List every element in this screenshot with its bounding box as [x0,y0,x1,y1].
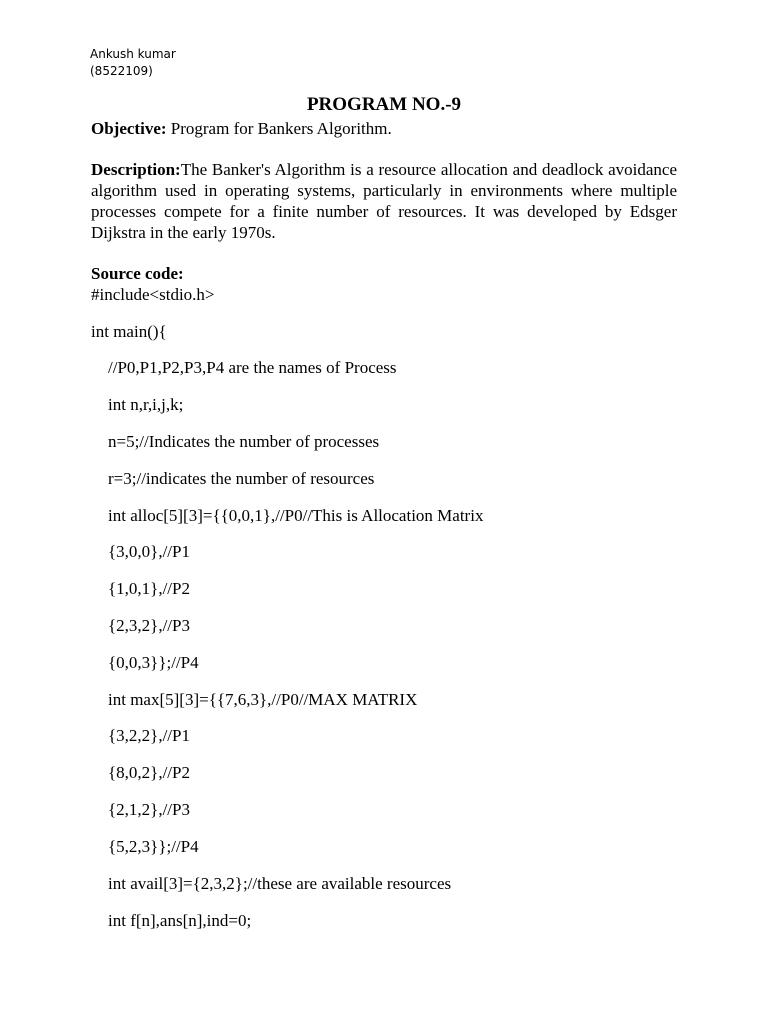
code-line: int alloc[5][3]={{0,0,1},//P0//This is Allocation Matrix [108,506,484,525]
code-line: {3,0,0},//P1 [108,542,190,561]
code-line: {3,2,2},//P1 [108,726,190,745]
code-line: {2,3,2},//P3 [108,616,190,635]
code-line: {2,1,2},//P3 [108,800,190,819]
code-line: //P0,P1,P2,P3,P4 are the names of Process [108,358,397,377]
code-line: int main(){ [91,322,167,341]
description-label: Description: [91,160,181,179]
code-line: int n,r,i,j,k; [108,395,184,414]
code-line: {1,0,1},//P2 [108,579,190,598]
code-line: {5,2,3}};//P4 [108,837,199,856]
code-line: int max[5][3]={{7,6,3},//P0//MAX MATRIX [108,690,418,709]
description-text: The Banker's Algorithm is a resource allocation and deadlock avoidance algorithm used in operating systems, particularly in environments where multiple processes compete for a finite number of resources. It was developed by Edsger Dijkstra in the early 1970s. [91,160,677,242]
code-line: #include<stdio.h> [91,285,215,304]
page-title: PROGRAM NO.-9 [306,94,462,115]
author-name: Ankush kumar [90,47,176,61]
code-line: r=3;//indicates the number of resources [108,469,375,488]
code-line: {8,0,2},//P2 [108,763,190,782]
code-line: int f[n],ans[n],ind=0; [108,911,252,930]
objective-text: Program for Bankers Algorithm. [166,119,392,138]
description-paragraph [91,159,677,243]
code-line: {0,0,3}};//P4 [108,653,199,672]
code-line: int avail[3]={2,3,2};//these are available resources [108,874,452,893]
objective-paragraph [91,118,392,139]
source-code-label: Source code: [91,264,184,283]
roll-number: (8522109) [90,64,153,78]
objective-label: Objective: [91,119,167,138]
code-line: n=5;//Indicates the number of processes [108,432,380,451]
author-header [90,46,176,80]
